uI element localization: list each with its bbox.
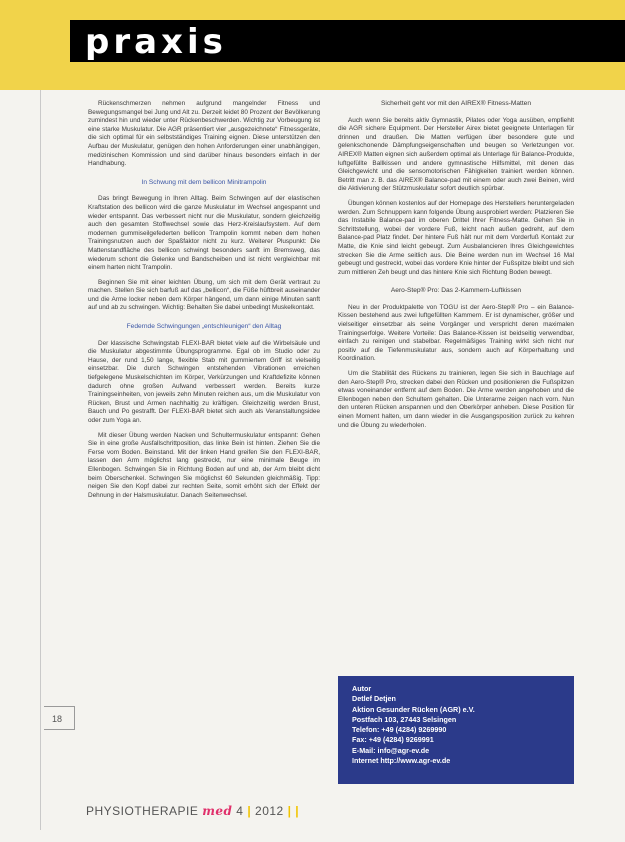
paragraph: Das bringt Bewegung in Ihren Alltag. Beim Schwingen auf der elastischen Kraftstation des bellicon wird die ganze Muskulatur im Wechsel angespannt und wieder entspannt. Das verbessert nicht nur die Muskulatur, sondern gleichzeitig auch den gesamten Stoffwechsel sowie das Herz-Kreislaufsystem. Auf dem modernen gummiseilgefederten bellicon Trampolin kommt neben dem hohen Trainingsnutzen auch der Spaßfaktor nicht zu kurz. Weiterer Pluspunkt: Die Mattenstandfläche des bellicon schwingt besonders sanft im Bremsweg, das wiederum schont die Gelenke und Bandscheiben und ist nicht vergleichbar mit einem harten nicht Trampolin. bbox=[88, 195, 320, 272]
footer bbox=[86, 804, 299, 818]
author-website: Internet http://www.agr-ev.de bbox=[352, 756, 451, 766]
author-org: Aktion Gesunder Rücken (AGR) e.V. bbox=[352, 704, 475, 714]
author-name: Detlef Detjen bbox=[352, 694, 396, 704]
heading-airex: Sicherheit geht vor mit den AIREX® Fitness-Matten bbox=[381, 100, 531, 107]
issue-year: 2012 bbox=[255, 804, 284, 818]
left-column bbox=[88, 100, 320, 506]
paragraph: Beginnen Sie mit einer leichten Übung, um sich mit dem Gerät vertraut zu machen. Stellen Sie sich barfuß auf das „bellicon“, die Füße hüftbreit auseinander und die Arme locker neben dem Körper hängend, um dann einige Minuten sanft auf und ab zu schwingen. Wichtig: Behalten Sie dabei unbedingt Muskelkontakt. bbox=[88, 278, 320, 312]
author-label: Autor bbox=[352, 684, 372, 693]
heading-flexibar: Federnde Schwingungen „entschleunigen“ den Alltag bbox=[126, 323, 282, 331]
paragraph: Neu in der Produktpalette von TOGU ist der Aero-Step® Pro – ein Balance-Kissen bestehend aus zwei luftgefüllten Kammern. Er ist dynamischer, größer und vielseitiger einsetzbar als seine Vorgänger und verspricht deren maximalen Trainingserfolge. Weitere Vorteile: Das Balance-Kissen ist beidseitig verwendbar, einfach zu reinigen und stabelbar. Regelmäßiges Training wirkt sich nicht nur positiv auf die Tiefenmuskulatur aus, sondern auch auf Körperhaltung und Koordination. bbox=[338, 303, 574, 363]
author-email: E-Mail: info@agr-ev.de bbox=[352, 745, 430, 755]
paragraph: Um die Stabilität des Rückens zu trainieren, legen Sie sich in Bauchlage auf den Aero-Step® Pro, strecken dabei den Rücken und positionieren die Fußspitzen etwas voneinander entfernt auf dem Boden. Die Arme werden angehoben und die Ellenbogen neben den Schultern gehalten. Die Unterarme zeigen nach vorn. Nun den unteren Rücken anspannen und den Oberkörper anheben. Diese Position für einen Moment halten, um dann wieder in die Ausgangsposition zurück zu kehren und die Übung zu wiederholen. bbox=[338, 370, 574, 429]
footer-separator: | | bbox=[287, 804, 300, 818]
author-info-box bbox=[338, 676, 574, 784]
issue-number: 4 bbox=[236, 804, 244, 818]
author-fax: Fax: +49 (4284) 9269991 bbox=[352, 735, 434, 745]
heading-bellicon: In Schwung mit dem bellicon Minitrampolin bbox=[141, 178, 267, 186]
footer-separator: | bbox=[247, 804, 252, 818]
paragraph: Der klassische Schwingstab FLEXI-BAR bietet viele auf die Wirbelsäule und die Muskulatur abgestimmte Übungsprogramme. Egal ob im Studio oder zu Hause, der rund 1,50 lange, flexible Stab mit gummiertem Griff ist vielseitig einsetzbar. Die durch Schwingen entstehenden Vibrationen erreichen tiefgelegene Muskelschichten im Körper, Verkürzungen und Kraftdefizite können dadurch ohne großen Aufwand verbessert werden. Bereits kurze Trainingseinheiten, von jeweils zehn Minuten reichen aus, um die Muskulatur von Rücken, Brust und Armen nachhaltig zu kräftigen. Gleichzeitig werden Brust, Bauch und Po gestrafft. Der FLEXI-BAR bietet sich auch als Veranstaltungsidee oder zum Yoga an. bbox=[88, 339, 320, 424]
heading-aerostep: Aero-Step® Pro: Das 2-Kammern-Luftkissen bbox=[390, 287, 522, 295]
intro-paragraph: Rückenschmerzen nehmen aufgrund mangelnder Fitness und Bewegungsmangel bei Jung und Alt zu. Derzeit leidet 80 Prozent der Bevölkerung zumindest hin und wieder unter Rückenbeschwerden. Wichtig zur Vorbeugung ist eine starke Muskulatur. Die AGR präsentiert vier „ausgezeichnete“ Fitnessgeräte, die sich optimal für ein selbstständiges Training eignen. Diese unterstützen den Aufbau der Muskulatur, genügen den hohen Anforderungen einer unabhängigen, medizinischen Kommission und sind darüber hinaus besonders einfach in der Handhabung. bbox=[88, 100, 320, 168]
right-column bbox=[338, 100, 574, 436]
author-phone: Telefon: +49 (4284) 9269990 bbox=[352, 725, 447, 735]
paragraph: Mit dieser Übung werden Nacken und Schultermuskulatur entspannt: Gehen Sie in eine große Ausfallschrittposition, das linke Bein ist hinten. Ziehen Sie die Ferse vom Boden. Beinstand. Mit der linken Hand greifen Sie den FLEXI-BAR, lassen den Arm möglichst lang gestreckt, nur eine minimale Beuge im Ellenbogen. Schwingen Sie in Richtung Boden auf und ab, der Arm bleibt dicht beim Oberschenkel. Schwingen Sie möglichst 60 Sekunden gleichmäßig. Tipp: neigen Sie den Kopf dabei zur rechten Seite, somit erhöht sich der Effekt der Dehnung in der Halsmuskulatur. Danach Seitenwechsel. bbox=[88, 431, 320, 499]
paragraph: Übungen können kostenlos auf der Homepage des Herstellers heruntergeladen werden. Zum Schnuppern kann folgende Übung ausprobiert werden: Platzieren Sie das Instabile Balance-pad im oberen Drittel Ihrer Fitness-Matte. Gehen Sie in Schrittstellung, wobei der vordere Fuß, leicht nach außen gedreht, auf dem Balance-pad Platz findet. Der hintere Fuß hält nur mit dem Vorderfuß Kontakt zur Matte, die Knie sind leicht gebeugt. Zum Ausbalancieren Ihres Gleichgewichtes strecken Sie die Arme seitlich aus. Die Beine werden nun im Wechsel 16 Mal gebeugt und gestreckt, wobei das vordere Knie hinter der Fußspitze bleibt und sich zum mittleren Zeh beugt und das hintere Knie sich Richtung Boden bewegt. bbox=[338, 199, 574, 276]
journal-brand: PHYSIOTHERAPIE bbox=[86, 804, 199, 818]
journal-brand-med: med bbox=[202, 804, 233, 818]
paragraph: Auch wenn Sie bereits aktiv Gymnastik, Pilates oder Yoga ausüben, empfiehlt die AGR sichere Equipment. Der Hersteller Airex bietet geeignete Unterlagen für drinnen und draußen. Die Matten verfügen über besondere gute und gelenkschonende Dämpfungseigenschaften und beugen so Verletzungen vor. AIREX® Matten eignen sich außerdem optimal als Unterlage für Balance-Produkte, luftgefüllte Ballkissen und andere gymnastische Hilfsmittel, mit denen das Gleichgewicht und die sensomotorischen Fähigkeiten trainiert werden können. Betritt man z. B. das AIREX® Balance-pad mit einem oder auch zwei Beinen, wird die Aktivierung der Stützmuskulatur sofort deutlich spürbar. bbox=[338, 116, 574, 193]
section-title: praxis bbox=[85, 22, 227, 62]
page-number: 18 bbox=[52, 714, 63, 724]
author-address: Postfach 103, 27443 Selsingen bbox=[352, 714, 457, 724]
margin-rule bbox=[40, 90, 41, 830]
